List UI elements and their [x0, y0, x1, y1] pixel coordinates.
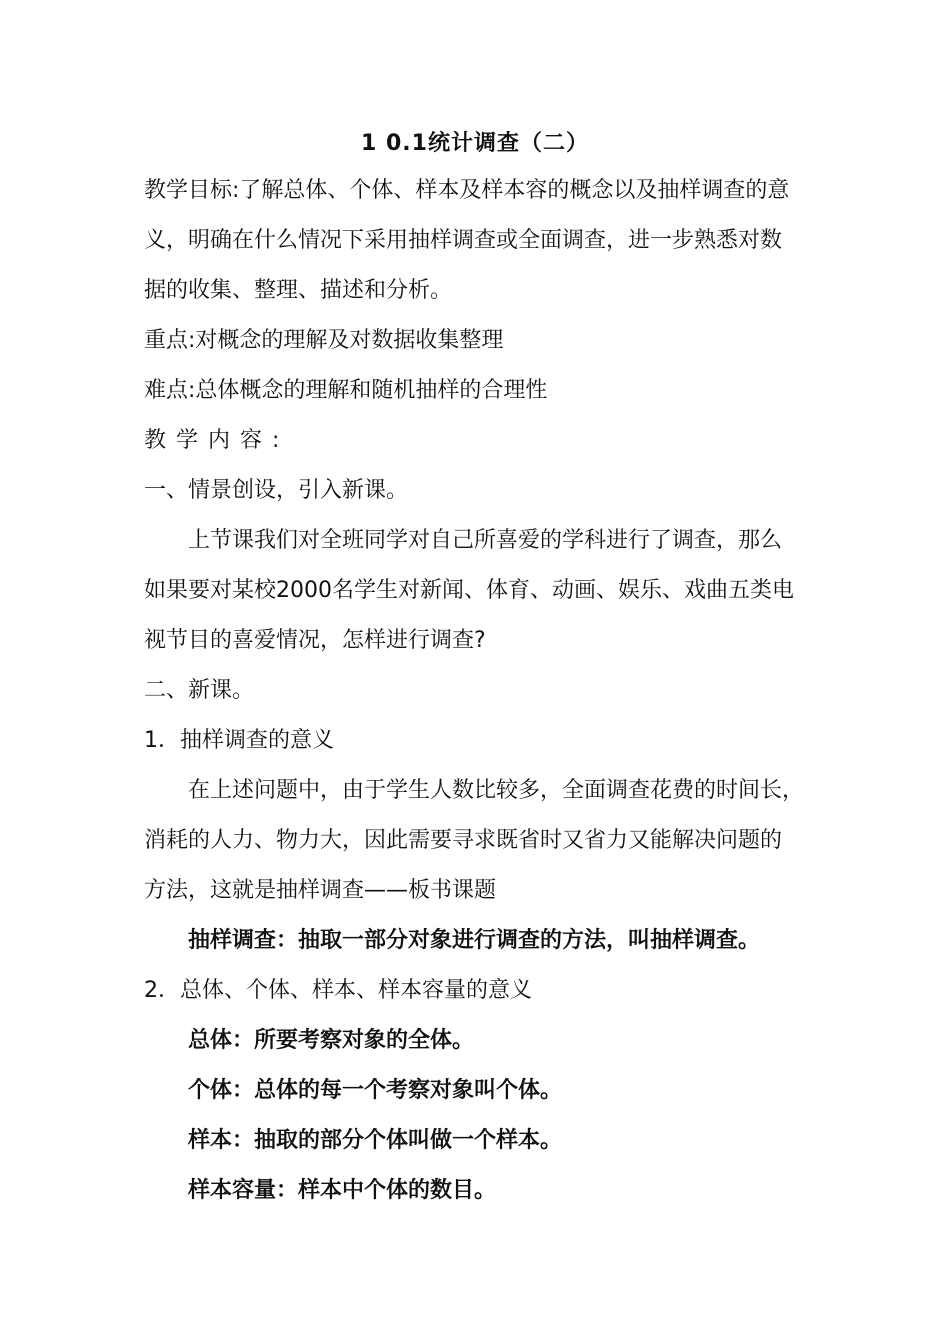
section2-heading: 二、新课。: [144, 678, 255, 703]
difficulty: 难点:总体概念的理解和随机抽样的合理性: [144, 378, 548, 403]
document-title: 1 0.1统计调查（二）: [361, 131, 589, 156]
objective-line-1: 教学目标:了解总体、个体、样本及样本容的概念以及抽样调查的意: [144, 178, 790, 203]
sampling-definition: 抽样调查：抽取一部分对象进行调查的方法，叫抽样调查。: [188, 928, 761, 953]
section1-heading: 一、情景创设，引入新课。: [144, 478, 409, 503]
section1-paragraph-line-3: 视节目的喜爱情况，怎样进行调查?: [144, 628, 486, 653]
section1-paragraph-line-1: 上节课我们对全班同学对自己所喜爱的学科进行了调查，那么: [188, 528, 783, 553]
definition-population: 总体：所要考察对象的全体。: [188, 1028, 475, 1053]
key-point: 重点:对概念的理解及对数据收集整理: [144, 328, 504, 353]
definition-sample: 样本：抽取的部分个体叫做一个样本。: [188, 1128, 563, 1153]
item2-heading: 2．总体、个体、样本、样本容量的意义: [144, 978, 532, 1003]
objective-line-3: 据的收集、整理、描述和分析。: [144, 278, 453, 303]
section1-paragraph-line-2: 如果要对某校2000名学生对新闻、体育、动画、娱乐、戏曲五类电: [144, 578, 794, 603]
item1-heading: 1．抽样调查的意义: [144, 728, 334, 753]
item1-line-3: 方法，这就是抽样调查——板书课题: [144, 878, 497, 903]
item1-line-2: 消耗的人力、物力大，因此需要寻求既省时又省力又能解决问题的: [144, 828, 783, 853]
content-heading: 教学内容:: [144, 428, 290, 453]
item1-line-1: 在上述问题中，由于学生人数比较多，全面调查花费的时间长，: [188, 778, 805, 803]
definition-sample-size: 样本容量：样本中个体的数目。: [188, 1178, 497, 1203]
definition-individual: 个体：总体的每一个考察对象叫个体。: [188, 1078, 563, 1103]
objective-line-2: 义，明确在什么情况下采用抽样调查或全面调查，进一步熟悉对数: [144, 228, 783, 253]
